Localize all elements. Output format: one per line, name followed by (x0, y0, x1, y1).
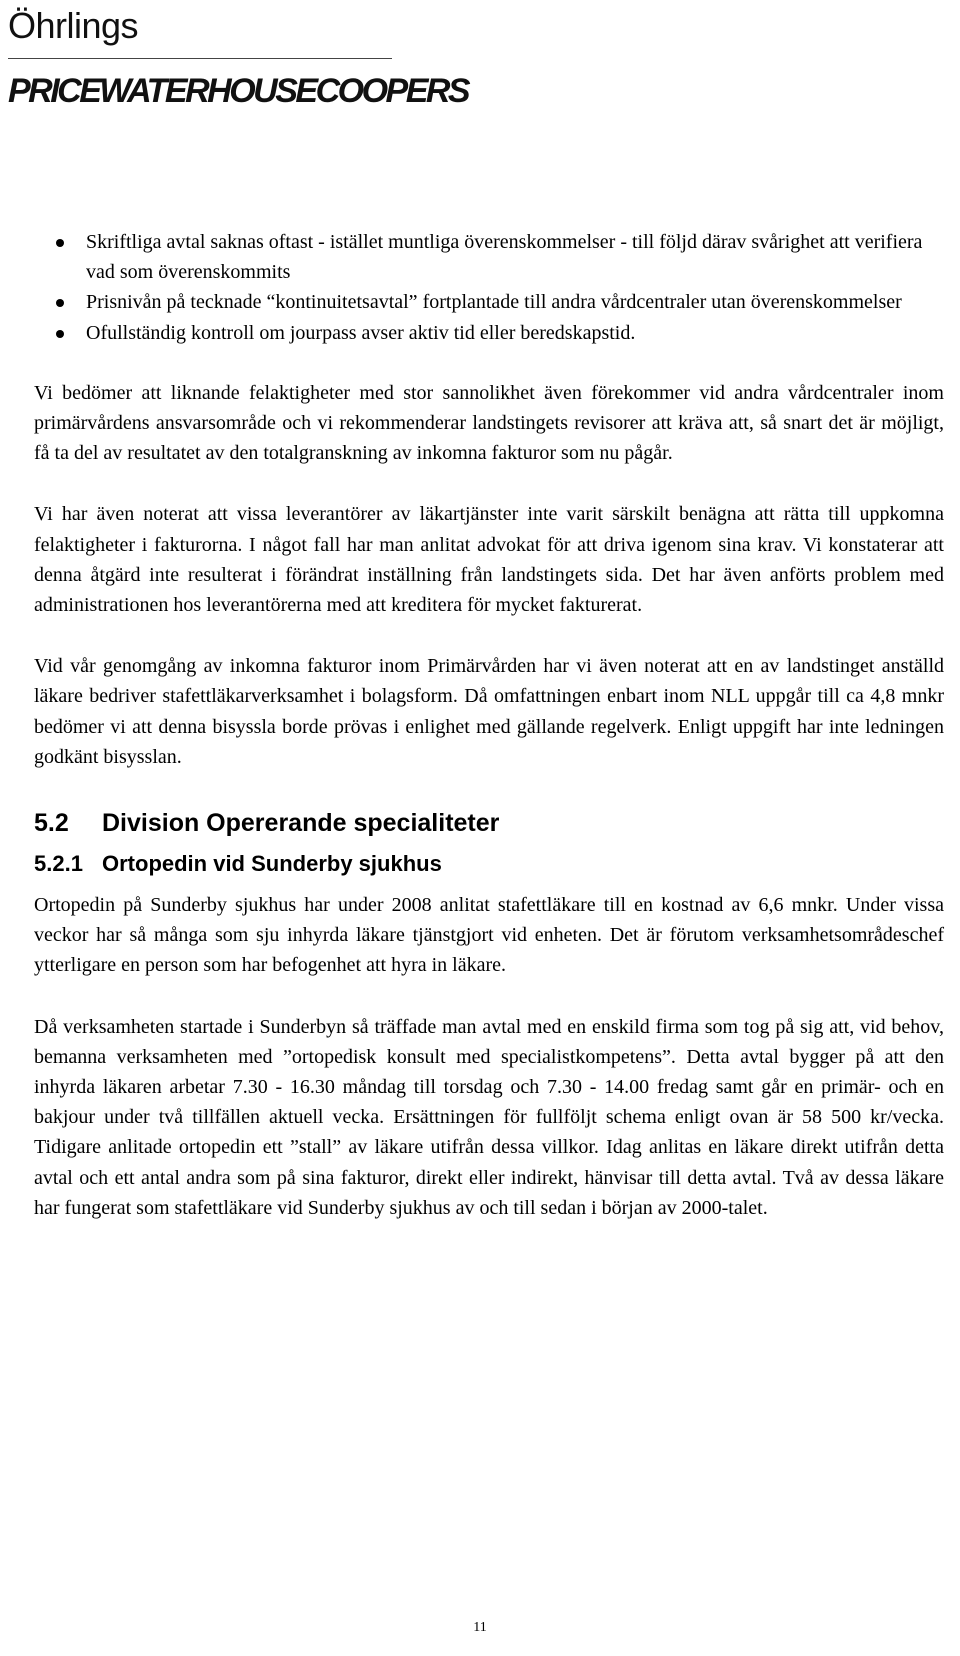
list-item-text: Prisnivån på tecknade “kontinuitetsavtal” fortplantade till andra vårdcentraler utan överenskommelser (86, 291, 902, 314)
section-heading (34, 802, 944, 844)
list-item (34, 227, 944, 287)
section-title: Division Opererande specialiteter (102, 809, 500, 838)
brand-pwc-text: PRICEWATERHOUSECOOPERS (8, 72, 469, 110)
paragraph: Ortopedin på Sunderby sjukhus har under 2008 anlitat stafettläkare till en kostnad av 6,6 mnkr. Under vissa veckor har så många som sju inhyrda läkare tjänstgjort vid enheten. Det är förutom verksamhetsområdeschef ytterligare en person som har befogenhet att hyra in läkare. (34, 894, 944, 977)
logo-divider (8, 58, 392, 59)
list-item (34, 287, 944, 317)
document-body (34, 227, 944, 1254)
paragraph: Vi har även noterat att vissa leverantörer av läkartjänster inte varit särskilt benägna att rätta till uppkomna felaktigheter i fakturorna. I något fall har man anlitat advokat för att driva igenom sina krav. Vi konstaterar att denna åtgärd inte resulterat i förändrat inställning från landstingets sida. Det har även anförts problem med administrationen hos leverantörerna med att kreditera för mycket fakturerat. (34, 503, 944, 617)
subsection-heading (34, 844, 944, 884)
brand-ohrlings: Öhrlings (8, 5, 139, 46)
findings-list (34, 227, 944, 348)
company-logo (8, 4, 469, 111)
brand-pwc (8, 71, 469, 111)
subsection-number: 5.2.1 (34, 851, 83, 877)
paragraph: Vi bedömer att liknande felaktigheter med stor sannolikhet även förekommer vid andra vårdcentraler inom primärvårdens ansvarsområde och vi rekommenderar landstingets revisorer att kräva att, så snart det är möjligt, få ta del av resultatet av den totalgranskning av inkomna fakturor som nu pågår. (34, 381, 944, 465)
page-number: 11 (473, 1620, 487, 1635)
bullet-icon (56, 239, 64, 247)
list-item-text: Skriftliga avtal saknas oftast - istället muntliga överenskommelser - till följd därav svårighet att verifiera vad som överenskommits (86, 231, 923, 284)
subsection-title: Ortopedin vid Sunderby sjukhus (102, 851, 442, 877)
list-item-text: Ofullständig kontroll om jourpass avser aktiv tid eller beredskapstid. (86, 321, 636, 344)
section-number: 5.2 (34, 809, 69, 838)
paragraph: Då verksamheten startade i Sunderbyn så träffade man avtal med en enskild firma som tog på sig att, vid behov, bemanna verksamheten med ”ortopedisk konsult med specialistkompetens”. Detta avtal bygger på att den inhyrda läkaren arbetar 7.30 - 16.30 måndag till torsdag och 7.30 - 14.00 fredag samt går en primär- och en bakjour under två tillfällen aktuell vecka. Ersättningen för fullföljt schema enligt ovan är 58 500 kr/vecka. Tidigare anlitade ortopedin ett ”stall” av läkare utifrån dessa villkor. Idag anlitas en läkare direkt utifrån detta avtal och ett antal andra som på sina fakturor, direkt eller indirekt, hänvisar till detta avtal. Två av dessa läkare har fungerat som stafettläkare vid Sunderby sjukhus av och till sedan i början av 2000-talet. (34, 1015, 944, 1219)
paragraph: Vid vår genomgång av inkomna fakturor inom Primärvården har vi även noterat att en av landstinget anställd läkare bedriver stafettläkarverksamhet i bolagsform. Då omfattningen enbart inom NLL uppgår till ca 4,8 mnkr bedömer vi att denna bisyssla borde prövas i enlighet med gällande regelverk. Enligt uppgift har inte ledningen godkänt bisysslan. (34, 655, 944, 768)
list-item (34, 318, 944, 348)
bullet-icon (56, 330, 64, 338)
bullet-icon (56, 299, 64, 307)
